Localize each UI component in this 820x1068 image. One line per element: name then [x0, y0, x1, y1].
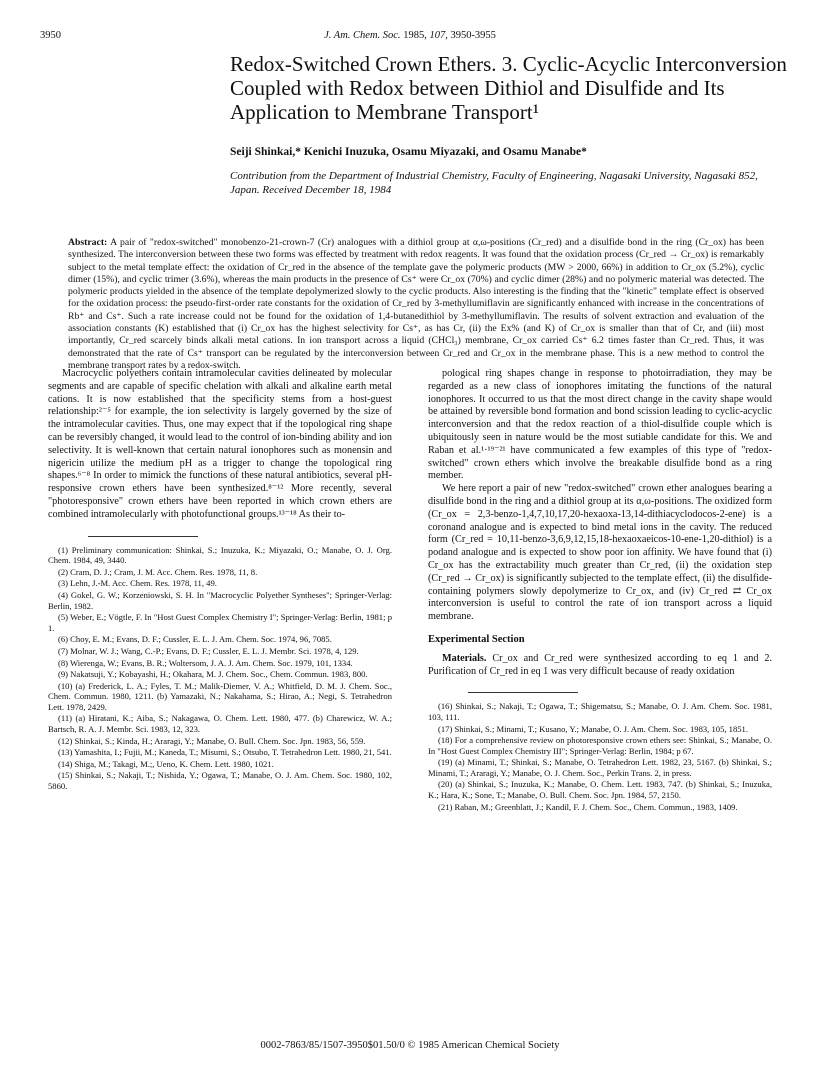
- abstract-text: A pair of "redox-switched" monobenzo-21-crown-7 (Cr) analogues with a dithiol group at α,ω-positions (Cr_red) and a disulfide bond in the ring (Cr_ox) has been synthesized. The interconversion between these two forms was effected by treatment with redox reagents. It was found that the oxidation process (Cr_red → Cr_ox) is remarkably subject to the metal template effect: the oxidation of Cr_red in the absence of the template gave the polymeric products (MW > 2000, 66%) in addition to Cr_ox (5.2%), cyclic dimer (15%), and cyclic trimer (3.6%), whereas the main products in the presence of Cs⁺ were Cr_ox (70%) and cyclic dimer (28%) and no polymeric material was detected. The polymeric products yielded in the absence of the template depolymerized slowly to the cyclic products. Also interesting is the finding that the "kinetic" template effect is observed for the oxidation process: the pseudo-first-order rate constants for the oxidation of Cr_red by 3-methyllumiflavin are significantly enhanced with increase in the concentrations of Rb⁺ and Cs⁺. Such a rate increase could not be found for the oxidation of 1,4-butanedithiol by 3-methyllumiflavin. The results of solvent extraction and evaluation of the association constants (K) established that (i) Cr_ox has the highest selectivity for Cs⁺, as has Cr, (ii) the Ex% (and K) of Cr_ox is smaller than that of Cr, and (iii) most importantly, Cr_red scarcely binds alkali metal cations. In ion transport across a liquid (CHCl₃) membrane, Cr_ox carried Cs⁺ 6.2 times faster than Cr_red. Thus, it was demonstrated that the rate of Cs⁺ transport can be regulated by the interconversion between Cr_red and Cr_ox in the membrane phase. This is a new method to control the membrane transport rates by a redox-switch.: [68, 237, 764, 371]
- abstract-label: Abstract:: [68, 237, 108, 248]
- reference: (4) Gokel, G. W.; Korzeniowski, S. H. In "Macrocyclic Polyether Syntheses"; Springer-Verlag: Berlin, 1982.: [48, 589, 392, 611]
- reference-list-left: [48, 545, 392, 792]
- section-heading: Experimental Section: [428, 633, 525, 645]
- reference: (9) Nakatsuji, Y.; Kobayashi, H.; Okahara, M. J. Chem. Soc., Chem. Commun. 1983, 800.: [58, 669, 368, 680]
- reference: (19) (a) Minami, T.; Shinkai, S.; Manabe, O. Tetrahedron Lett. 1982, 23, 5167. (b) Shinkai, S.; Minami, T.; Araragi, Y.; Manabe, O. J. Chem. Soc., Perkin Trans. 2, in press.: [428, 757, 772, 778]
- reference: (6) Choy, E. M.; Evans, D. F.; Cussler, E. L. J. Am. Chem. Soc. 1974, 96, 7085.: [58, 634, 332, 645]
- intro-paragraph-continued: pological ring shapes change in response to photoirradiation, they may be regarded as a new class of ionophores imitating the functions of the natural ionophores. It occurred to us that the most direct change in the cavity shape would be attained by reversible bond formation and bond scission leading to cyclic-acyclic interconversion and that the redox reaction of a thiol-disulfide couple which is ubiquitously seen in nature would be the most sutiable candidate for this. We and Raban et al.¹·¹⁹⁻²¹ have communicated a few examples of this type of "redox-switched" crown ethers which involve the breakable disulfide bond as a ring member.: [428, 368, 772, 482]
- footnote-rule: [88, 536, 198, 537]
- journal-name: J. Am. Chem. Soc.: [324, 30, 401, 41]
- abstract: [68, 237, 764, 372]
- materials-text: Cr_ox and Cr_red were synthesized according to eq 1 and 2. Purification of Cr_red in eq 1 was very difficult because of ready oxidation: [428, 652, 773, 677]
- copyright-footer: 0002-7863/85/1507-3950$01.50/0 © 1985 American Chemical Society: [260, 1040, 560, 1051]
- reference: (18) For a comprehensive review on photoresponsive crown ethers see: Shinkai, S.; Manabe, O. In "Host Guest Complex Chemistry III"; Springer-Verlag: Berlin, 1984; p 67.: [428, 735, 772, 756]
- materials-lead: Materials.: [442, 652, 487, 664]
- journal-volume: 107,: [429, 30, 448, 41]
- reference: (16) Shinkai, S.; Nakaji, T.; Ogawa, T.; Shigematsu, S.; Manabe, O. J. Am. Chem. Soc. 1981, 103, 111.: [428, 701, 772, 722]
- intro-paragraph: Macrocyclic polyethers contain intramolecular cavities delineated by molecular segments and are capable of specific chelation with alkali and alkaline earth metal cations. It is now established that the specificity stems from a host-guest relationship:²⁻⁵ for example, the ion selectivity is largely governed by the size of the intramolecular cavities. Thus, one may expect that if the topological ring shape can be reversibly changed, it would lead to the control of ion-binding ability and ion selectivity. It is well-known that certain natural ionophores such as monensin and nigericin utilize the medium pH as a trigger to change the topological ring shapes.⁶⁻⁸ In order to mimick the functions of these natural antibiotics, several pH-responsive crown ethers have been synthesized.⁸⁻¹² More recently, several "photoresponsive" crown ethers have been reported in which crown ethers are combined intramolecularly with photofunctional groups.¹³⁻¹⁸ As their to-: [48, 368, 392, 520]
- affiliation: Contribution from the Department of Industrial Chemistry, Faculty of Engineering, Nagasaki University, Nagasaki 852, Japan. Received December 18, 1984: [230, 170, 758, 196]
- reference: (1) Preliminary communication: Shinkai, S.; Inuzuka, K.; Miyazaki, O.; Manabe, O. J. Org. Chem. 1984, 49, 3440.: [48, 544, 392, 566]
- report-paragraph: We here report a pair of new "redox-switched" crown ether analogues bearing a disulfide bond in the ring and a dithiol group at its α,ω-positions. The oxidized form (Cr_ox = 2,3-benzo-1,4,7,10,17,20-hexaoxa-13,14-dithiacyclodocos-2-ene) is a coronand analogue and is expected to bind metal ions in the cavity. The reduced form (Cr_red = 10,11-benzo-3,6,9,12,15,18-hexaoxaeicos-10-ene-1,20-dithiol) is a podand analogue and is expected to show poor ion affinity. We have found that (i) Cr_ox has the extractability much greater than Cr_red, (ii) the oxidation step (Cr_red → Cr_ox) is significantly subjected to the template effect, (ii) the disulfide-containing polymers slowly depolymerize to Cr_ox, and (iv) Cr_red ⇄ Cr_ox interconversion is useful to control the rate of ion transport across a liquid membrane.: [428, 483, 772, 623]
- left-column: [48, 368, 392, 793]
- author-list: Seiji Shinkai,* Kenichi Inuzuka, Osamu Miyazaki, and Osamu Manabe*: [230, 146, 587, 158]
- reference: (15) Shinkai, S.; Nakaji, T.; Nishida, Y.; Ogawa, T.; Manabe, O. J. Am. Chem. Soc. 1980, 102, 5860.: [48, 770, 392, 792]
- reference: (7) Molnar, W. J.; Wang, C.-P.; Evans, D. F.; Cussler, E. L. J. Membr. Sci. 1978, 4, 129.: [58, 645, 359, 656]
- reference: (17) Shinkai, S.; Minami, T.; Kusano, Y.; Manabe, O. J. Am. Chem. Soc. 1983, 105, 1851.: [438, 723, 749, 734]
- reference: (13) Yamashita, I.; Fujii, M.; Kaneda, T.; Misumi, S.; Otsubo, T. Tetrahedron Lett. 1980, 21, 541.: [58, 747, 392, 758]
- right-column: [428, 368, 772, 813]
- reference: (20) (a) Shinkai, S.; Inuzuka, K.; Manabe, O. Chem. Lett. 1983, 747. (b) Shinkai, S.; Inuzuka, K.; Hara, K.; Sone, T.; Manabe, O. Bull. Chem. Soc. Jpn. 1984, 57, 2150.: [428, 779, 772, 801]
- materials-paragraph: [428, 653, 772, 679]
- page-number: 3950: [40, 30, 61, 41]
- reference: (2) Cram, D. J.; Cram, J. M. Acc. Chem. Res. 1978, 11, 8.: [58, 566, 258, 577]
- journal-citation: [40, 30, 780, 41]
- reference: (8) Wierenga, W.; Evans, B. R.; Woltersom, J. A. J. Am. Chem. Soc. 1979, 101, 1334.: [58, 657, 353, 668]
- reference: (10) (a) Frederick, L. A.; Fyles, T. M.; Malik-Diemer, V. A.; Whitfield, D. M. J. Chem. Soc., Chem. Commun. 1980, 1211. (b) Yamazaki, N.; Nakahama, S.; Hirao, A.; Negi, S. Tetrahedron Lett. 1978, 2429.: [48, 680, 392, 712]
- reference: (3) Lehn, J.-M. Acc. Chem. Res. 1978, 11, 49.: [58, 578, 217, 589]
- article-title: Redox-Switched Crown Ethers. 3. Cyclic-Acyclic Interconversion Coupled with Redox between Dithiol and Disulfide and Its Application to Membrane Transport¹: [230, 52, 787, 124]
- reference: (21) Raban, M.; Greenblatt, J.; Kandil, F. J. Chem. Soc., Chem. Commun., 1983, 1409.: [438, 801, 738, 812]
- reference: (12) Shinkai, S.; Kinda, H.; Araragi, Y.; Manabe, O. Bull. Chem. Soc. Jpn. 1983, 56, 559.: [58, 735, 366, 746]
- reference: (11) (a) Hiratani, K.; Aiba, S.; Nakagawa, O. Chem. Lett. 1980, 477. (b) Charewicz, W. A.; Bartsch, R. A. J. Membr. Sci. 1983, 12, 323.: [48, 713, 392, 735]
- reference: (14) Shiga, M.; Takagi, M.;, Ueno, K. Chem. Lett. 1980, 1021.: [58, 758, 274, 769]
- title-block: [230, 52, 790, 197]
- journal-pages: 3950-3955: [450, 30, 496, 41]
- journal-year: 1985,: [403, 30, 427, 41]
- reference: (5) Weber, E.; Vögtle, F. In "Host Guest Complex Chemistry I"; Springer-Verlag: Berlin, 1981; p 1.: [48, 612, 392, 633]
- reference-list-right: [428, 701, 772, 812]
- running-header: [40, 30, 780, 46]
- footnote-rule: [468, 692, 578, 693]
